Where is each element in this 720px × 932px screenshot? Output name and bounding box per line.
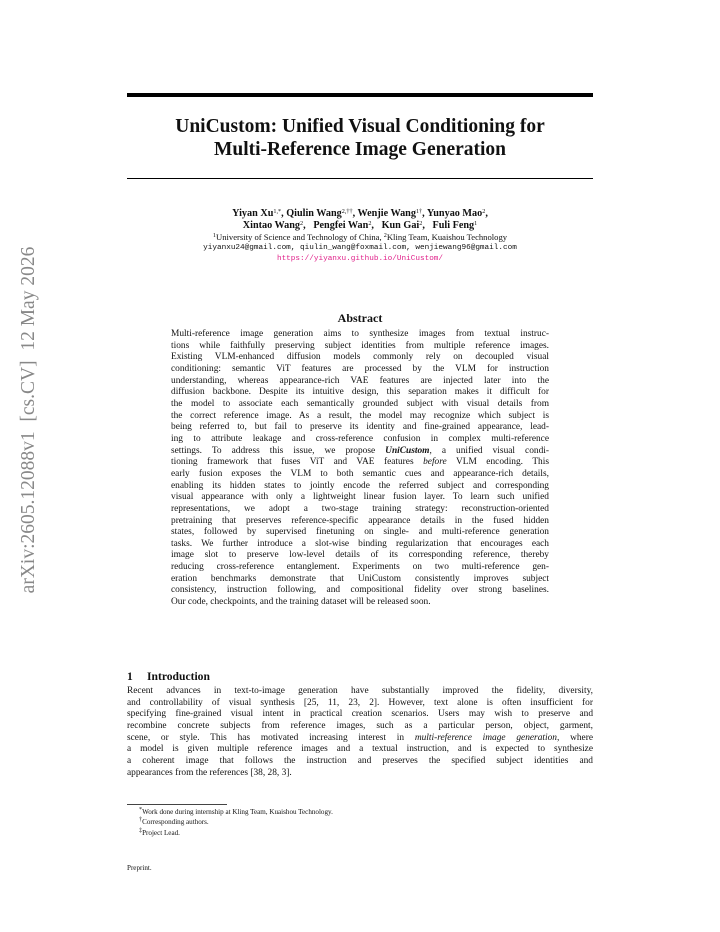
author-name: Fuli Feng [432,220,475,231]
footnote [139,828,579,838]
abstract-line: eration benchmarks demonstrate that UniCustom consistently improves subject [171,573,549,584]
footnote [139,817,579,827]
affiliation-2: Kling Team, Kuaishou Technology [386,232,508,242]
abstract-line: image slot to preserve low-level details of its corresponding reference, thereby [171,550,549,561]
intro-line: a model is given multiple reference images and a textual instruction, and is expected to synthesize [127,744,593,755]
author-name: Wenjie Wang [357,208,416,219]
abstract-line-with-method-name [171,446,549,458]
intro-text: scene, or style. This has motivated increasing interest in [127,732,415,743]
author-line-1 [127,208,593,220]
intro-line: Recent advances in text-to-image generation have substantially improved the fidelity, diversity, [127,686,593,696]
title-bottom-rule [127,178,593,179]
author-name: Kun Gai [381,220,420,231]
introduction-body [127,686,593,779]
author-mark: 2 [419,220,423,227]
abstract-line: reducing cross-reference entanglement. Experiments on two multi-reference gen- [171,562,549,573]
author-separator: , [485,208,488,219]
author-mark: 2 [368,220,372,227]
title-line-2: Multi-Reference Image Generation [213,139,507,160]
author-mark: 1† [415,208,423,215]
author-separator: , [352,208,358,219]
abstract-line: tions while faithfully preserving subject identities from multiple reference images. [171,340,549,351]
footnote-rule [127,804,227,805]
author-emails: yiyanxu24@gmail.com, qiulin_wang@foxmail.com, wenjiewang96@gmail.com [203,244,517,252]
author-name: Yunyao Mao [426,208,483,219]
footnotes [139,807,579,838]
author-block [127,208,593,265]
author-mark: 2,†† [341,208,353,215]
abstract-line: conditioning: semantic ViT features are processed by the VLM for instruction [171,363,549,374]
author-separator: , [422,220,430,231]
method-name: UniCustom [385,445,430,456]
abstract-line: visual appearance with only a lightweight linear fusion layer. To learn such unified [171,492,549,503]
abstract-line: Our code, checkpoints, and the training dataset will be released soon. [171,597,431,608]
section-title: Introduction [147,670,210,683]
affiliation-mark: 2 [383,232,387,239]
abstract-heading: Abstract [337,311,383,325]
project-url-link[interactable]: https://yiyanxu.github.io/UniCustom/ [276,255,444,263]
intro-line: specifying fine-grained visual intent in practical creation scenarios. Users may wish to preserve and [127,709,593,720]
abstract-line: states, followed by supervised finetuning on single- and multi-reference generation [171,527,549,538]
intro-line: recombine concrete subjects from reference images, such as a particular person, object, garment, [127,720,593,731]
intro-line-with-emphasis [127,733,593,745]
intro-text: , where [556,732,593,743]
abstract-line: enabling its hidden states to jointly encode the referred subject and corresponding [171,480,549,491]
author-mark: 2 [482,208,486,215]
footnote [139,807,579,817]
paper-title [127,115,593,161]
abstract-line: diffusion backbone. Despite its intuitive design, this separation makes it difficult for [171,387,549,398]
emphasis-term: multi-reference image generation [414,732,557,743]
preprint-label: Preprint. [127,864,152,872]
intro-line: a coherent image that follows the instruction and preserves the specified subject identities and [127,755,593,766]
author-name: Pengfei Wan [313,220,369,231]
author-separator: , [371,220,380,231]
footnote-mark: * [139,806,143,813]
author-mark: 1,* [273,208,282,215]
abstract-text: VLM encoding. This [446,457,549,468]
title-line-1: UniCustom: Unified Visual Conditioning for [175,116,545,137]
arxiv-id-text: arXiv:2605.12088v1 [cs.CV] 12 May 2026 [18,246,39,594]
abstract-line: tasks. We further introduce a slot-wise binding regularization that encourages each [171,538,549,549]
abstract-line-with-emphasis [171,457,549,469]
author-line-2 [127,220,593,232]
author-name: Xintao Wang [242,220,301,231]
author-separator: , [422,208,427,219]
footnote-text: Work done during internship at Kling Team, Kuaishou Technology. [142,808,333,816]
author-name: Yiyan Xu [232,208,274,219]
title-top-rule [127,93,593,97]
section-heading-introduction [127,670,210,683]
abstract-line: Multi-reference image generation aims to synthesize images from textual instruc- [171,329,549,339]
abstract-line: the correct reference image. As a result, the model may recognize which subject is [171,410,549,421]
author-separator: , [281,208,287,219]
footnote-text: Project Lead. [142,828,180,837]
intro-line: appearances from the references [38, 28, 3]. [127,767,292,778]
abstract-line: ing to attribute leakage and cross-reference confusion in complex multi-reference [171,433,549,444]
abstract-text: tioning framework that fuses ViT and VAE features [171,457,424,468]
abstract-line: pretraining that preserves reference-specific appearance details in the fused hidden [171,515,549,526]
affiliation-1: University of Science and Technology of China, [216,232,384,242]
abstract-line: the model to associate each semantically grounded subject with visual details from [171,398,549,409]
arxiv-identifier-stamp [6,150,46,690]
footnote-text: Corresponding authors. [142,818,209,827]
abstract-text: , a unified visual condi- [429,445,549,456]
affiliation-mark: 1 [212,232,217,239]
author-mark: 2 [300,220,304,227]
author-separator: , [303,220,311,231]
abstract-body [171,329,549,609]
abstract-line: Existing VLM-enhanced diffusion models commonly rely on decoupled visual [171,352,549,363]
section-number: 1 [127,670,133,683]
abstract-text: settings. To address this issue, we propose [171,445,386,456]
footnote-mark: ‡ [139,826,143,834]
footnote-mark: † [139,816,143,824]
abstract-line: consistency, instruction following, and compositional fidelity over strong baselines. [171,585,549,596]
author-mark: 1 [474,220,478,227]
abstract-line: representations, we adopt a two-stage training strategy: reconstruction-oriented [171,503,549,514]
affiliations [127,232,593,243]
author-name: Qiulin Wang [286,208,342,219]
abstract-line: early fusion exposes the VLM to both semantic cues and appearance-rich details, [171,468,549,479]
abstract-line: being referred to, but fail to preserve its identity and fine-grained appearance, lead- [171,422,549,433]
intro-line: and controllability of visual synthesis [25, 11, 23, 2]. However, text alone is often insufficient for [127,697,593,708]
abstract-line: understanding, whereas appearance-rich VAE features are injected later into the [171,375,549,386]
emphasis-before: before [423,457,447,468]
